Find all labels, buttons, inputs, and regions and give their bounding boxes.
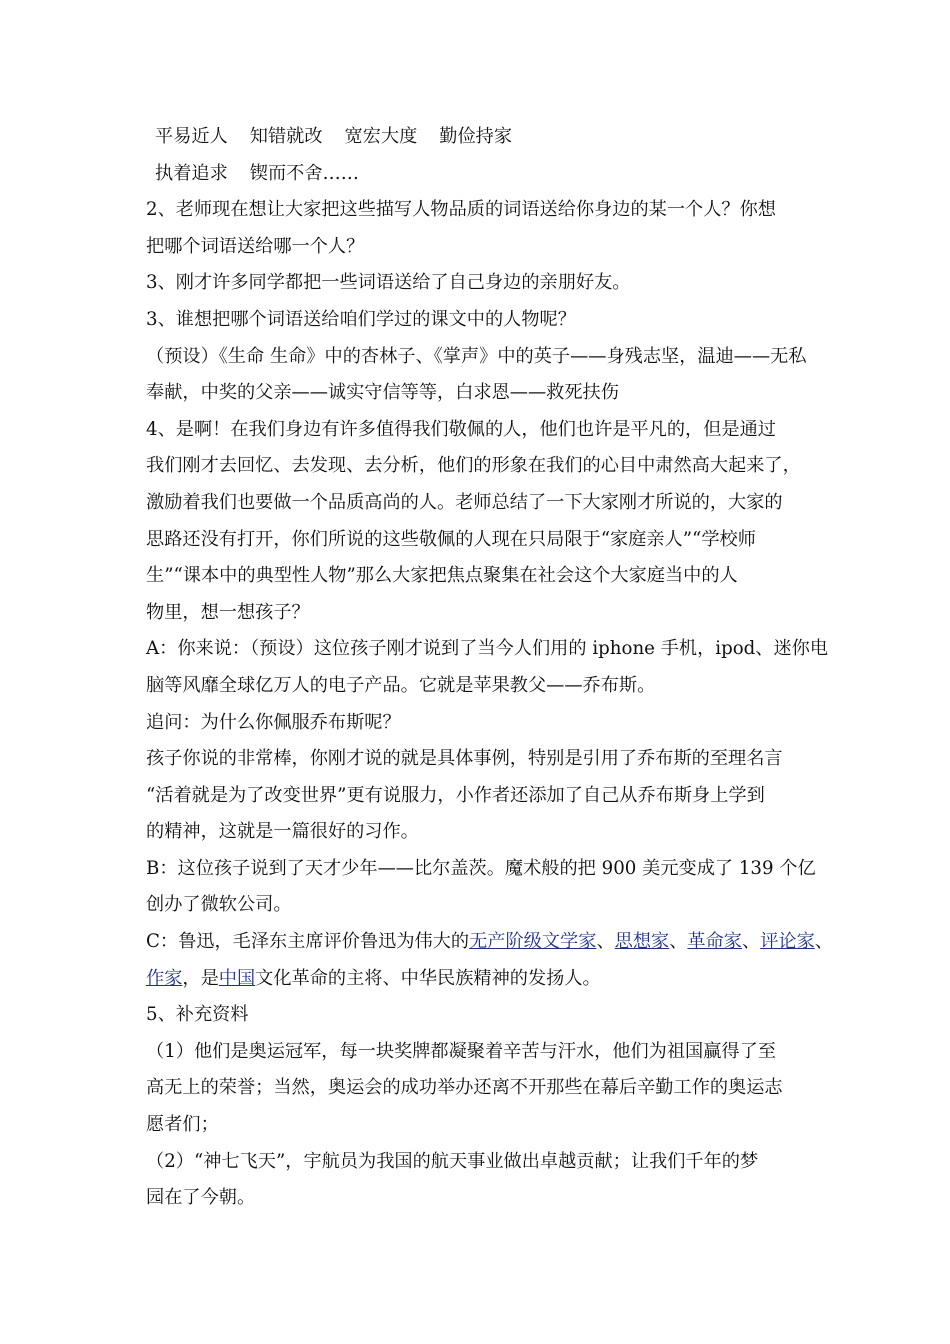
text-segment: 我们刚才去回忆、去发现、去分析，他们的形象在我们的心目中肃然高大起来了， (146, 455, 801, 477)
text-segment: B：这位孩子说到了天才少年——比尔盖茨。魔术般的把 900 美元变成了 139 个亿 (146, 857, 816, 879)
text-line (146, 668, 826, 705)
text-segment: 奉献，中奖的父亲——诚实守信等等，白求恩——救死扶伤 (146, 382, 619, 404)
text-segment: 平易近人 (155, 126, 228, 147)
text-segment: 的精神，这就是一篇很好的习作。 (146, 821, 419, 843)
text-segment: （2）“神七飞天”，宇航员为我国的航天事业做出卓越贡献；让我们千年的梦 (146, 1150, 759, 1172)
text-segment: 、 (669, 931, 688, 953)
text-segment: 园在了今朝。 (146, 1187, 256, 1209)
text-segment: 文化革命的主将、中华民族精神的发扬人。 (255, 967, 601, 989)
text-segment: “活着就是为了改变世界”更有说服力，小作者还添加了自己从乔布斯身上学到 (146, 784, 765, 806)
text-line (146, 229, 826, 266)
text-segment: 4、是啊！在我们身边有许多值得我们敬佩的人，他们也许是平凡的，但是通过 (146, 418, 776, 440)
hyperlink[interactable]: 无产阶级文学家 (469, 931, 597, 953)
hyperlink[interactable]: 评论家 (760, 931, 815, 953)
text-segment: 高无上的荣誉；当然，奥运会的成功举办还离不开那些在幕后辛勤工作的奥运志 (146, 1077, 783, 1099)
text-segment: 5、补充资料 (146, 1004, 249, 1026)
text-line (146, 265, 826, 302)
hyperlink[interactable]: 思想家 (614, 931, 670, 953)
text-line (146, 448, 826, 485)
text-segment: 、 (814, 931, 833, 953)
text-line (146, 595, 826, 632)
text-segment: 把哪个词语送给哪一个人？ (146, 235, 365, 257)
text-segment: 脑等风靡全球亿万人的电子产品。它就是苹果教父——乔布斯。 (146, 674, 656, 696)
text-segment: （预设）《生命 生命》中的杏林子、《掌声》中的英子——身残志坚，温迪——无私 (146, 345, 807, 367)
text-segment: 宽宏大度 (344, 126, 418, 147)
text-line (146, 778, 826, 815)
text-line (146, 558, 826, 595)
document-body (146, 119, 833, 1217)
text-segment: 2、老师现在想让大家把这些描写人物品质的词语送给你身边的某一个人？你想 (146, 199, 776, 221)
hyperlink[interactable]: 作家 (146, 967, 183, 989)
text-segment: 思路还没有打开，你们所说的这些敬佩的人现在只局限于“家庭亲人”“学校师 (146, 528, 756, 550)
text-line (146, 705, 826, 742)
text-line (146, 741, 826, 778)
text-segment: 3、刚才许多同学都把一些词语送给了自己身边的亲朋好友。 (146, 272, 631, 294)
text-line (146, 924, 833, 961)
text-segment: 锲而不舍…… (249, 162, 359, 184)
text-line (146, 1034, 826, 1071)
text-line (146, 375, 826, 412)
text-line (146, 1070, 826, 1107)
text-line (146, 814, 826, 851)
text-segment: 追问：为什么你佩服乔布斯呢？ (146, 711, 401, 733)
text-line (146, 851, 826, 888)
text-line (146, 412, 826, 449)
text-segment: 、 (596, 931, 615, 953)
text-line (146, 192, 826, 229)
text-line (146, 302, 826, 339)
text-line (146, 887, 826, 924)
text-line (146, 1144, 826, 1181)
text-segment: 勤俭持家 (439, 126, 513, 147)
text-segment: 3、谁想把哪个词语送给咱们学过的课文中的人物呢？ (146, 308, 576, 330)
text-line (146, 1107, 826, 1144)
text-line (146, 156, 826, 193)
text-segment: A：你来说：（预设）这位孩子刚才说到了当今人们用的 iphone 手机，ipod、迷你电 (146, 638, 829, 660)
text-segment: （1）他们是奥运冠军，每一块奖牌都凝聚着辛苦与汗水，他们为祖国赢得了至 (146, 1040, 776, 1062)
hyperlink[interactable]: 中国 (218, 967, 256, 989)
text-line (146, 485, 826, 522)
text-segment: 激励着我们也要做一个品质高尚的人。老师总结了一下大家刚才所说的，大家的 (146, 491, 783, 513)
text-segment: 创办了微软公司。 (146, 894, 292, 916)
text-line (146, 119, 826, 156)
hyperlink[interactable]: 革命家 (687, 931, 742, 953)
text-line (146, 522, 826, 559)
text-line (146, 961, 826, 998)
text-segment: 、 (742, 931, 761, 953)
text-segment: 知错就改 (249, 126, 323, 147)
text-segment: 生”“课本中的典型性人物”那么大家把焦点聚集在社会这个大家庭当中的人 (146, 565, 738, 587)
text-line (146, 631, 829, 668)
text-segment: ，是 (182, 967, 219, 989)
text-line (146, 339, 826, 376)
text-segment: 执着追求 (155, 162, 228, 184)
text-line (146, 1180, 826, 1217)
text-segment: 物里，想一想孩子？ (146, 601, 310, 623)
text-line (146, 997, 826, 1034)
text-segment: 孩子你说的非常棒，你刚才说的就是具体事例，特别是引用了乔布斯的至理名言 (146, 748, 783, 770)
text-segment: C：鲁迅，毛泽东主席评价鲁迅为伟大的 (146, 931, 470, 953)
text-segment: 愿者们； (146, 1114, 219, 1136)
